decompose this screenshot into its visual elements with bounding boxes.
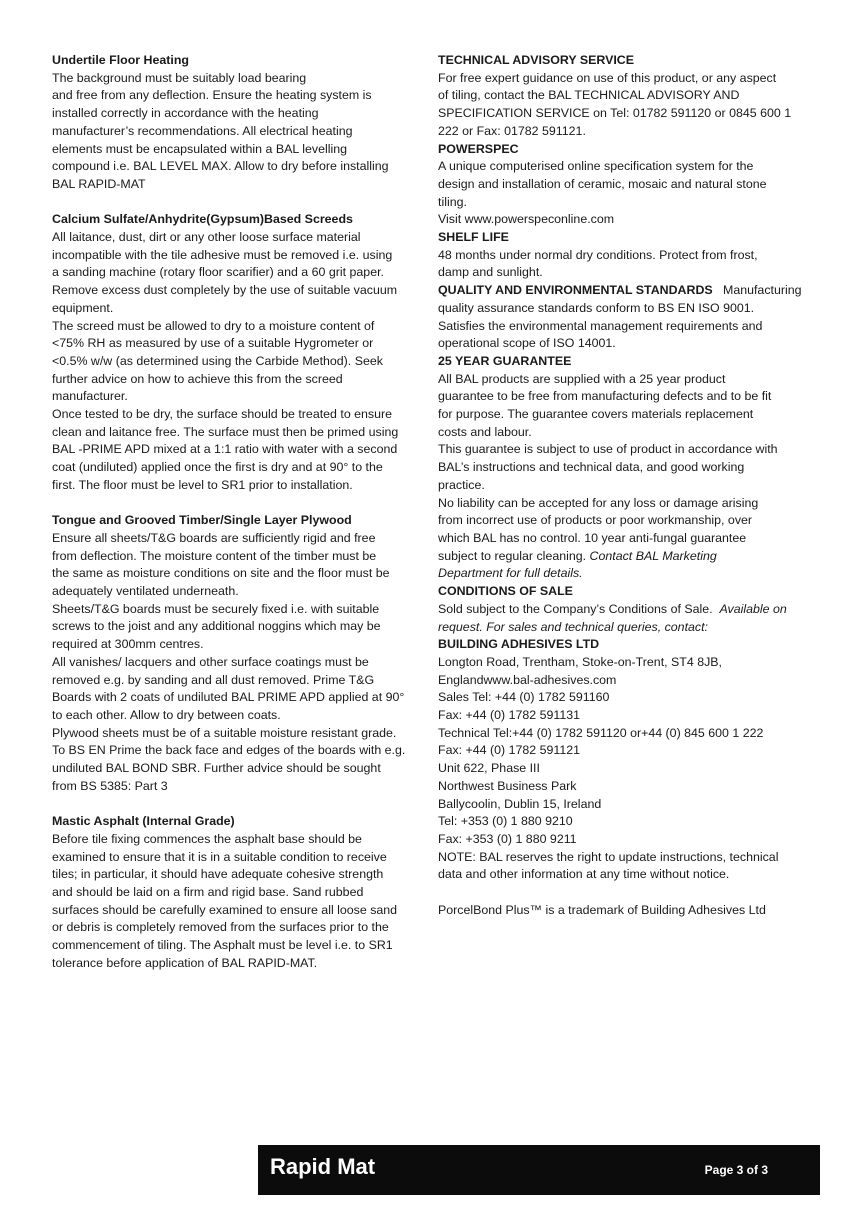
section-company-contact [438, 636, 810, 884]
text-line: costs and labour. [438, 424, 532, 439]
text-line: This guarantee is subject to use of product in accordance with [438, 442, 778, 457]
text-line: All laitance, dust, dirt or any other loose surface material [52, 230, 361, 245]
heading-conditions-of-sale: CONDITIONS OF SALE [438, 584, 573, 599]
section-calcium-sulfate-screeds [52, 211, 424, 494]
text-line: equipment. [52, 300, 114, 315]
text-line: undiluted BAL BOND SBR. Further advice should be sought [52, 761, 381, 776]
contact-line: Tel: +353 (0) 1 880 9210 [438, 814, 573, 829]
text-line: The background must be suitably load bearing [52, 70, 307, 85]
footer-bar [258, 1145, 820, 1195]
address-line: Unit 622, Phase III [438, 761, 540, 776]
spacer [52, 194, 424, 212]
text-line: removed e.g. by sanding and all dust removed. Prime T&G [52, 672, 375, 687]
text-line-mixed [438, 601, 810, 619]
contact-line: Fax: +44 (0) 1782 591131 [438, 708, 581, 723]
spacer [438, 884, 810, 902]
text-line: damp and sunlight. [438, 265, 543, 280]
text-line: Satisfies the environmental management requirements and [438, 318, 763, 333]
text-line: design and installation of ceramic, mosaic and natural stone [438, 176, 767, 191]
text-line: Once tested to be dry, the surface should be treated to ensure [52, 407, 393, 422]
text-line-italic: request. For sales and technical queries, contact: [438, 619, 708, 634]
text-line: a sanding machine (rotary floor scarifier) and a 60 grit paper. [52, 265, 384, 280]
text-line: required at 300mm centres. [52, 637, 204, 652]
text-line: 222 or Fax: 01782 591121. [438, 123, 586, 138]
text-line: <0.5% w/w (as determined using the Carbide Method). Seek [52, 353, 383, 368]
text-line: The screed must be allowed to dry to a moisture content of [52, 318, 375, 333]
text-line: from deflection. The moisture content of the timber must be [52, 548, 377, 563]
note-line: data and other information at any time without notice. [438, 867, 730, 882]
text-line: Remove excess dust completely by the use of suitable vacuum [52, 283, 398, 298]
text-fragment: Manufacturing [723, 283, 802, 298]
contact-line: Technical Tel:+44 (0) 1782 591120 or+44 (0) 845 600 1 222 [438, 725, 764, 740]
text-line: For free expert guidance on use of this product, or any aspect [438, 70, 777, 85]
text-line: All vanishes/ lacquers and other surface coatings must be [52, 654, 369, 669]
section-undertile-heating [52, 52, 424, 194]
text-line: practice. [438, 477, 485, 492]
text-line: BAL -PRIME APD mixed at a 1:1 ratio with water with a second [52, 442, 398, 457]
text-line: further advice on how to achieve this from the screed [52, 371, 343, 386]
text-line: coat (undiluted) applied once the first is dry and at 90° to the [52, 460, 383, 475]
text-line: BAL RAPID-MAT [52, 176, 146, 191]
text-line: or debris is completely removed from the surfaces prior to the [52, 920, 389, 935]
heading-mastic-asphalt: Mastic Asphalt (Internal Grade) [52, 814, 235, 829]
text-line: to each other. Allow to dry between coats. [52, 707, 281, 722]
section-shelf-life [438, 229, 810, 282]
text-line-mixed [438, 548, 810, 566]
text-fragment: subject to regular cleaning. [438, 548, 587, 563]
text-line: guarantee to be free from manufacturing defects and to be fit [438, 389, 772, 404]
heading-company: BUILDING ADHESIVES LTD [438, 637, 600, 652]
spacer [52, 796, 424, 814]
text-line: manufacturer. [52, 389, 128, 404]
text-line: tolerance before application of BAL RAPID-MAT. [52, 955, 318, 970]
text-line: compound i.e. BAL LEVEL MAX. Allow to dry before installing [52, 159, 389, 174]
contact-line: Fax: +353 (0) 1 880 9211 [438, 831, 577, 846]
text-line: and free from any deflection. Ensure the heating system is [52, 88, 372, 103]
section-quality-standards [438, 282, 810, 353]
text-line: Boards with 2 coats of undiluted BAL PRIME APD applied at 90° [52, 690, 405, 705]
text-line: which BAL has no control. 10 year anti-fungal guarantee [438, 530, 747, 545]
text-line: from incorrect use of products or poor workmanship, over [438, 513, 753, 528]
text-line: and should be laid on a firm and rigid base. Sand rubbed [52, 885, 364, 899]
text-line: BAL’s instructions and technical data, and good working [438, 460, 745, 475]
text-line: screws to the joist and any additional noggins which may be [52, 619, 381, 634]
heading-powerspec: POWERSPEC [438, 141, 519, 156]
text-line: operational scope of ISO 14001. [438, 336, 616, 351]
address-line: Northwest Business Park [438, 778, 577, 793]
text-line: examined to ensure that it is in a suitable condition to receive [52, 849, 387, 864]
text-line: surfaces should be carefully examined to ensure all loose sand [52, 902, 398, 917]
heading-shelf-life: SHELF LIFE [438, 230, 509, 245]
text-line: All BAL products are supplied with a 25 year product [438, 371, 726, 386]
section-guarantee [438, 353, 810, 583]
text-line: To BS EN Prime the back face and edges of the boards with e.g. [52, 743, 406, 758]
text-line: incompatible with the tile adhesive must be removed i.e. using [52, 247, 393, 262]
text-line-italic: Department for full details. [438, 566, 583, 581]
text-line: Before tile fixing commences the asphalt base should be [52, 831, 362, 846]
contact-line: Fax: +44 (0) 1782 591121 [438, 743, 581, 758]
page-number: Page 3 of 3 [704, 1163, 768, 1177]
note-line: NOTE: BAL reserves the right to update instructions, technical [438, 849, 779, 864]
text-line: Ensure all sheets/T&G boards are sufficiently rigid and free [52, 530, 376, 545]
text-fragment-italic: Contact BAL Marketing [589, 548, 717, 563]
spacer [52, 495, 424, 513]
trademark-note: PorcelBond Plus™ is a trademark of Building Adhesives Ltd [438, 902, 766, 917]
text-line: for purpose. The guarantee covers materials replacement [438, 407, 754, 422]
heading-timber-plywood: Tongue and Grooved Timber/Single Layer Plywood [52, 513, 352, 528]
section-technical-advisory [438, 52, 810, 141]
text-line: SPECIFICATION SERVICE on Tel: 01782 591120 or 0845 600 1 [438, 106, 792, 121]
text-line: tiling. [438, 194, 467, 209]
section-powerspec [438, 141, 810, 230]
heading-quality-standards: QUALITY AND ENVIRONMENTAL STANDARDS [438, 283, 713, 298]
text-line: Plywood sheets must be of a suitable moisture resistant grade. [52, 725, 397, 740]
text-line: manufacturer’s recommendations. All electrical heating [52, 123, 353, 138]
text-line: 48 months under normal dry conditions. Protect from frost, [438, 247, 758, 262]
text-fragment-italic: Available on [719, 601, 787, 616]
right-column [438, 52, 810, 919]
address-line: Englandwww.bal-adhesives.com [438, 672, 617, 687]
heading-technical-advisory: TECHNICAL ADVISORY SERVICE [438, 53, 634, 67]
text-line: the same as moisture conditions on site and the floor must be [52, 566, 390, 581]
text-line: commencement of tiling. The Asphalt must be level i.e. to SR1 [52, 938, 393, 953]
text-line: Sheets/T&G boards must be securely fixed i.e. with suitable [52, 601, 380, 616]
section-mastic-asphalt [52, 813, 424, 972]
text-line: <75% RH as measured by use of a suitable Hygrometer or [52, 336, 374, 351]
text-line: Visit www.powerspeconline.com [438, 212, 615, 227]
text-line: adequately ventilated underneath. [52, 584, 239, 599]
text-line: first. The floor must be level to SR1 prior to installation. [52, 477, 353, 492]
text-line: clean and laitance free. The surface must then be primed using [52, 424, 399, 439]
text-fragment: Sold subject to the Company’s Conditions of Sale. [438, 601, 713, 616]
text-line: tiles; in particular, it should have adequate cohesive strength [52, 867, 384, 882]
address-line: Longton Road, Trentham, Stoke-on-Trent, ST4 8JB, [438, 654, 722, 669]
footer-title: Rapid Mat [270, 1154, 376, 1179]
text-line: of tiling, contact the BAL TECHNICAL ADVISORY AND [438, 88, 740, 103]
left-column [52, 52, 424, 973]
text-line: No liability can be accepted for any loss or damage arising [438, 495, 759, 510]
section-conditions-of-sale [438, 583, 810, 636]
quality-first-line [438, 282, 810, 300]
text-line: A unique computerised online specification system for the [438, 159, 754, 174]
address-line: Ballycoolin, Dublin 15, Ireland [438, 796, 602, 811]
heading-calcium-sulfate-screeds: Calcium Sulfate/Anhydrite(Gypsum)Based Screeds [52, 212, 353, 227]
section-timber-plywood [52, 512, 424, 795]
text-line: installed correctly in accordance with the heating [52, 106, 319, 121]
text-line: quality assurance standards conform to BS EN ISO 9001. [438, 300, 755, 315]
heading-guarantee: 25 YEAR GUARANTEE [438, 353, 572, 368]
contact-line: Sales Tel: +44 (0) 1782 591160 [438, 690, 610, 705]
text-line: from BS 5385: Part 3 [52, 778, 168, 793]
text-line: elements must be encapsulated within a BAL levelling [52, 141, 348, 156]
heading-undertile-heating: Undertile Floor Heating [52, 53, 189, 67]
